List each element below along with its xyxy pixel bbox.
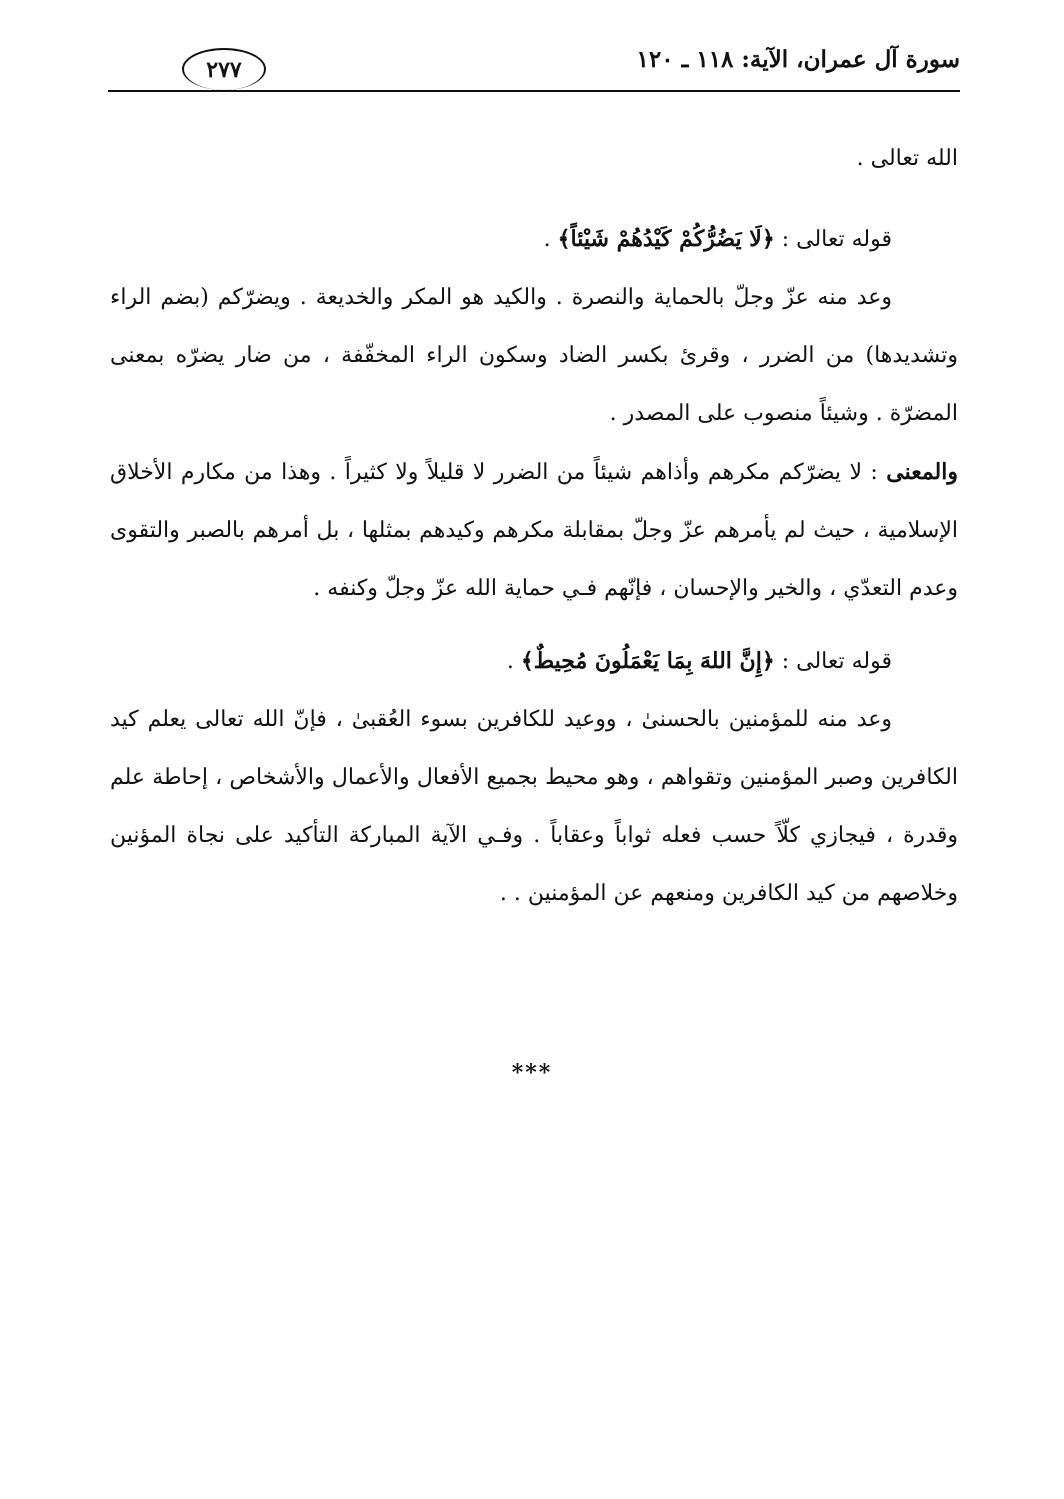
paragraph-explanation-1: وعد منه عزّ وجلّ بالحماية والنصرة . والكيد هو المكر والخديعة . ويضرّكم (بضم الراء وتشديدها) من الضرر ، وقرئ بكسر الضاد وسكون الراء المخفّفة ، من ضار يضرّه بمعنى المضرّة . وشيئاً منصوب على المصدر . (110, 285, 958, 426)
verse-quote-2 (110, 632, 958, 691)
quran-ayah: ﴿إِنَّ اللهَ بِمَا يَعْمَلُونَ مُحِيطٌ﴾ (520, 648, 775, 674)
verse-end: . (543, 227, 558, 252)
verse-intro: قوله تعالى : (774, 227, 892, 252)
verse-end: . (506, 649, 521, 674)
quran-ayah: ﴿لَا يَضُرُّكُمْ كَيْدُهُمْ شَيْئاً﴾ (557, 226, 775, 252)
body-text (110, 130, 958, 923)
section-separator: *** (511, 1060, 553, 1086)
verse-intro: قوله تعالى : (774, 649, 892, 674)
paragraph-explanation-2: وعد منه للمؤمنين بالحسنىٰ ، ووعيد للكافرين بسوء العُقبىٰ ، فإنّ الله تعالى يعلم كيد الكافرين وصبر المؤمنين وتقواهم ، وهو محيط بجميع الأفعال والأعمال والأشخاص ، إحاطة علم وقدرة ، فيجازي كلّاً حسب فعله ثواباً وعقاباً . وفـي الآية المباركة التأكيد على نجاة المؤنين وخلاصهم من كيد الكافرين ومنعهم عن المؤمنين . . (110, 707, 958, 906)
page-header (108, 40, 960, 92)
meaning-text: : لا يضرّكم مكرهم وأذاهم شيئاً من الضرر لا قليلاً ولا كثيراً . وهذا من مكارم الأخلاق الإسلامية ، حيث لم يأمرهم عزّ وجلّ بمقابلة مكرهم وكيدهم بمثلها ، بل أمرهم بالصبر والتقوى وعدم التعدّي ، والخير والإحسان ، فإنّهم فـي حماية الله عزّ وجلّ وكنفه . (110, 460, 958, 601)
meaning-label: والمعنى (886, 459, 958, 485)
page-number: ٢٧٧ (182, 48, 266, 90)
header-title: سورة آل عمران، الآية: ١١٨ ـ ١٢٠ (636, 46, 960, 73)
verse-quote-1 (110, 210, 958, 269)
paragraph-meaning (110, 443, 958, 618)
paragraph-continuation: الله تعالى . (856, 146, 958, 171)
